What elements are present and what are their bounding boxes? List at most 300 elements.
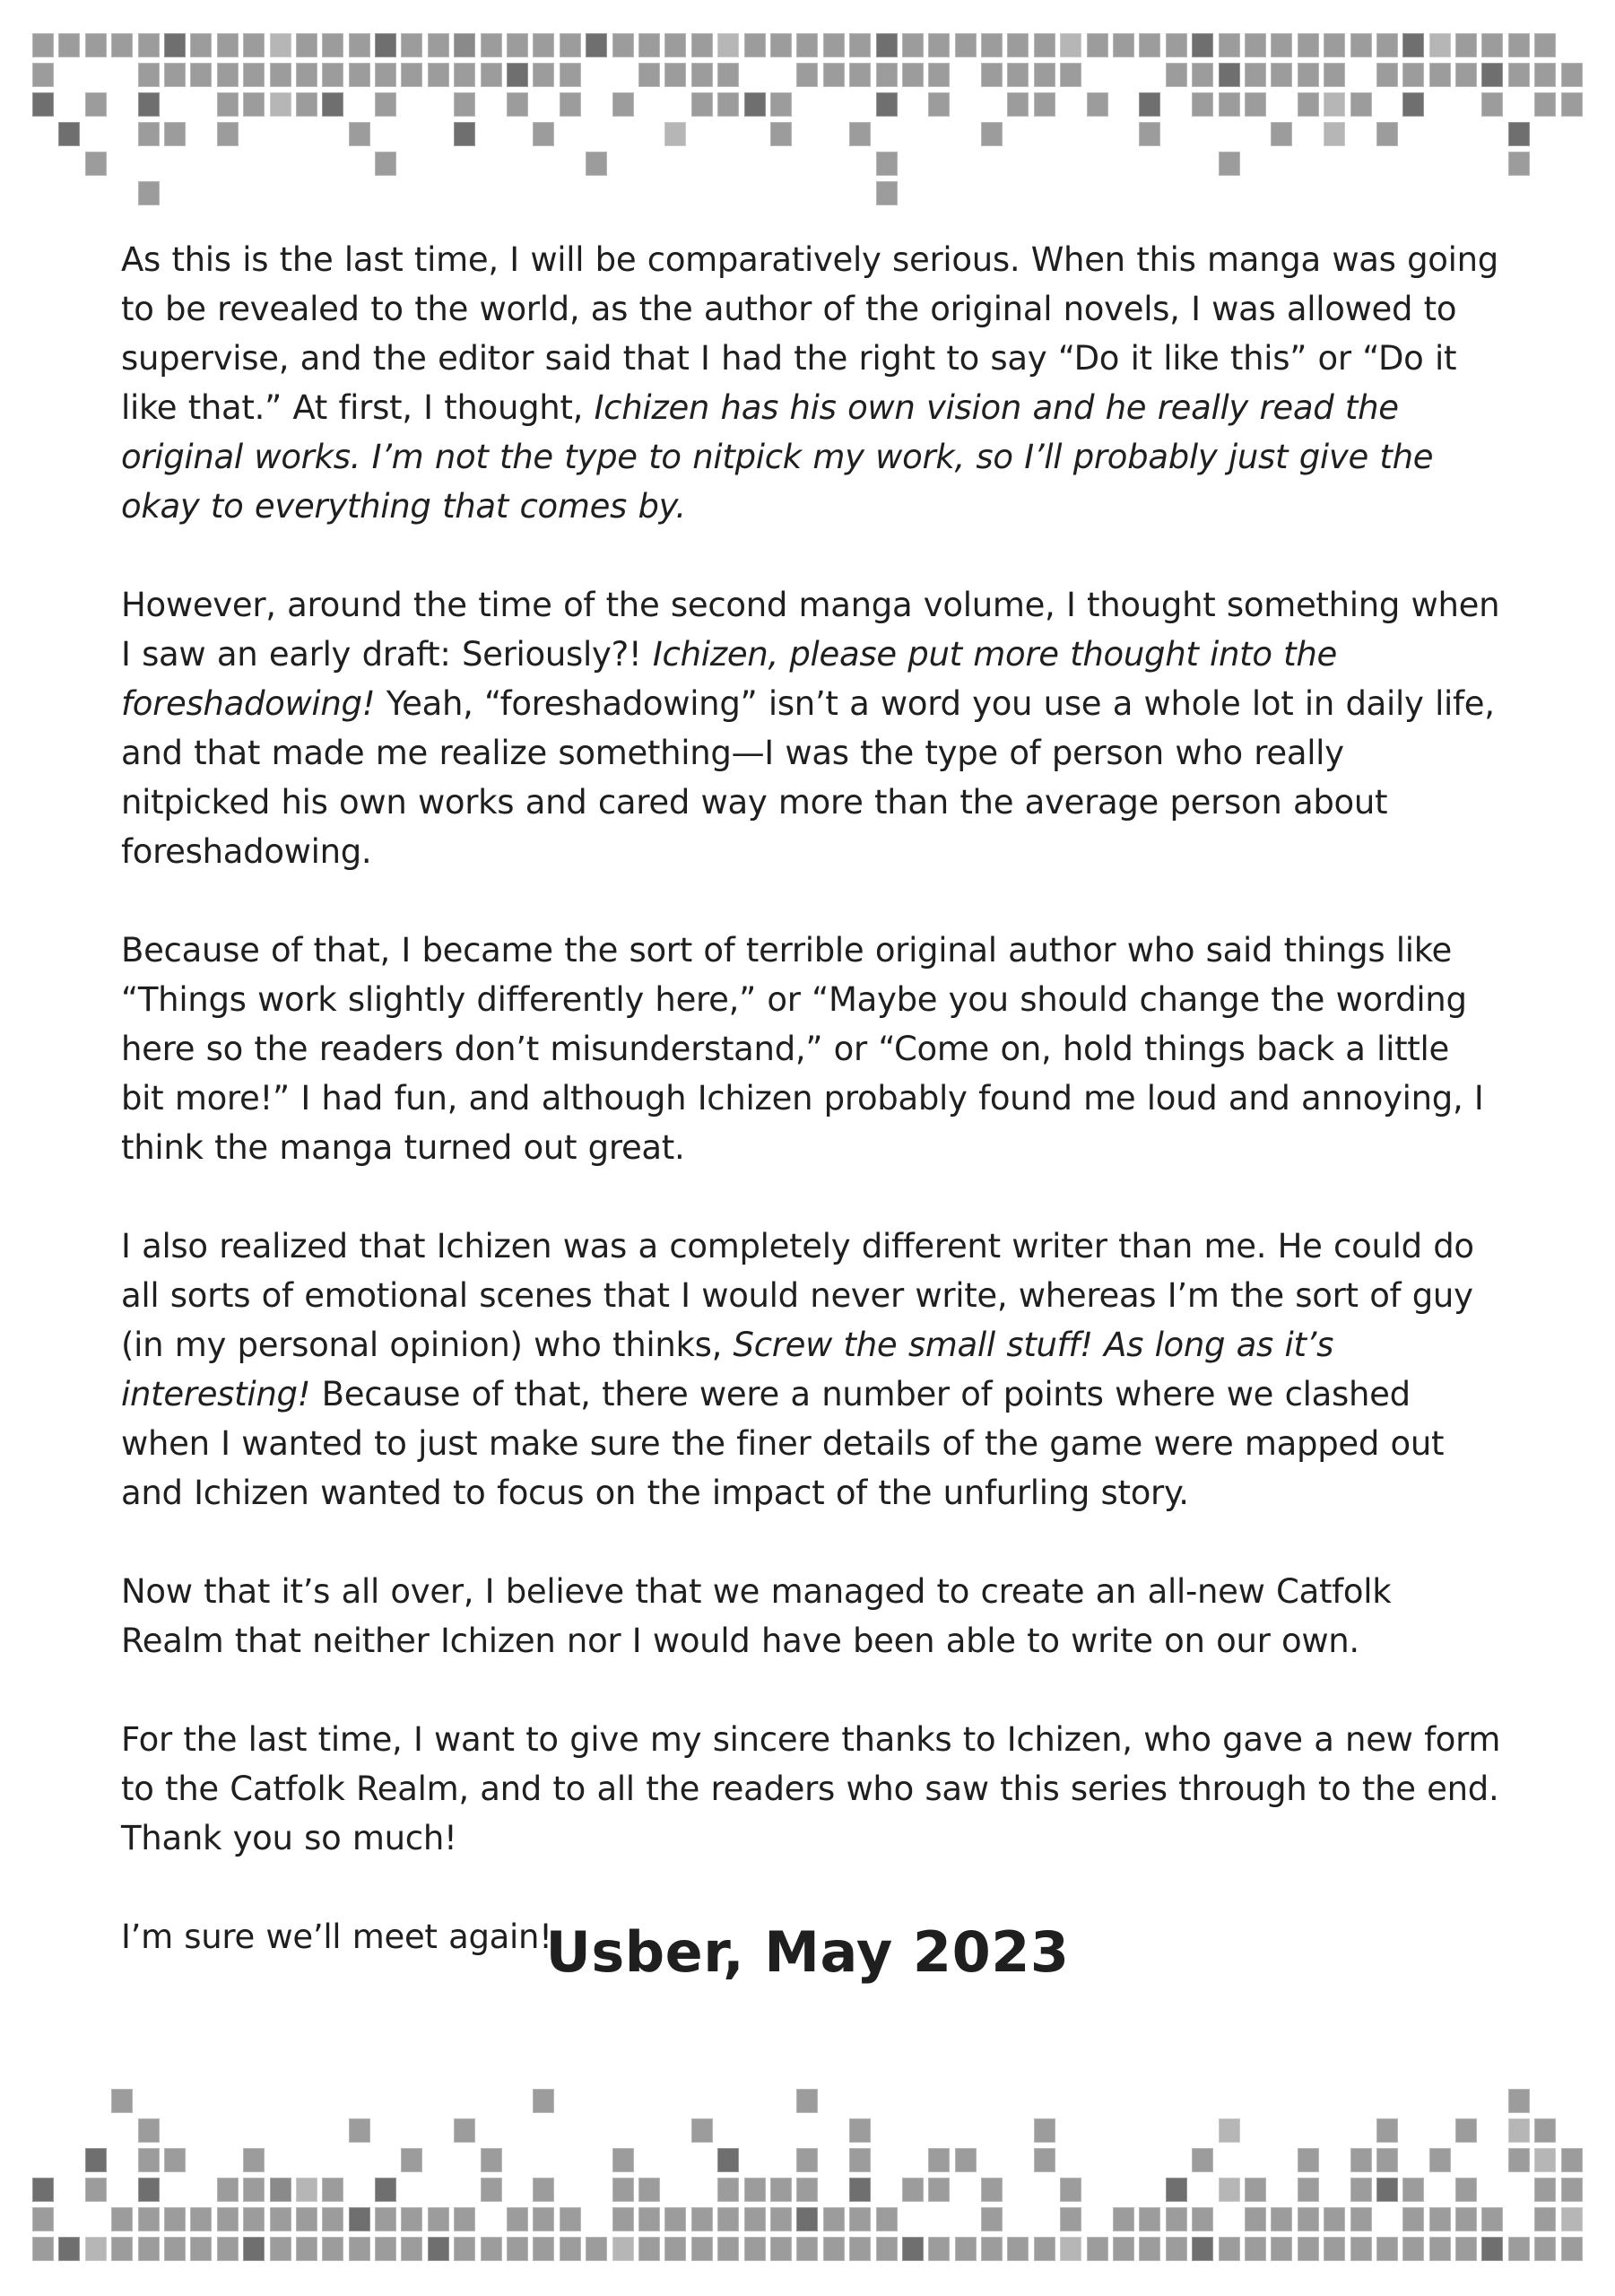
mosaic-cell xyxy=(1113,92,1134,117)
mosaic-cell xyxy=(85,152,107,176)
mosaic-cell xyxy=(586,2089,607,2113)
mosaic-cell xyxy=(1455,2207,1477,2231)
mosaic-row xyxy=(32,2089,1583,2113)
mosaic-cell xyxy=(928,2178,950,2202)
mosaic-cell xyxy=(1271,2148,1292,2172)
mosaic-cell xyxy=(1245,63,1266,87)
mosaic-cell xyxy=(664,181,686,205)
mosaic-cell xyxy=(1561,181,1583,205)
mosaic-cell xyxy=(560,152,581,176)
mosaic-cell xyxy=(1034,122,1055,146)
mosaic-cell xyxy=(849,2207,871,2231)
mosaic-cell xyxy=(1113,122,1134,146)
mosaic-cell xyxy=(1402,92,1424,117)
mosaic-cell xyxy=(560,2178,581,2202)
mosaic-cell xyxy=(1561,2148,1583,2172)
mosaic-cell xyxy=(717,2148,739,2172)
mosaic-cell xyxy=(375,63,396,87)
mosaic-cell xyxy=(823,122,845,146)
mosaic-cell xyxy=(1060,152,1081,176)
mosaic-cell xyxy=(1376,2207,1398,2231)
mosaic-cell xyxy=(296,122,317,146)
mosaic-cell xyxy=(190,2148,212,2172)
paragraph xyxy=(121,235,1502,531)
mosaic-cell xyxy=(1192,63,1213,87)
mosaic-cell xyxy=(85,122,107,146)
mosaic-cell xyxy=(375,2148,396,2172)
text-segment: Because of that, I became the sort of terrible original author who said things like “Things work slightly differently here,” or “Maybe you should change the wording here so the readers don’t misunderstand,” or “Come on, hold things back a little bit more!” I had fun, and although Ichizen probably found me loud and annoying, I think the manga turned out great. xyxy=(121,931,1484,1167)
mosaic-cell xyxy=(1087,2237,1108,2261)
mosaic-cell xyxy=(111,2148,133,2172)
mosaic-cell xyxy=(533,122,554,146)
text-segment: However, around the time of the second manga volume, I thought something when I saw an early draft: Seriously?! xyxy=(121,586,1500,674)
mosaic-cell xyxy=(1455,2178,1477,2202)
mosaic-cell xyxy=(1481,152,1503,176)
mosaic-cell xyxy=(876,33,898,57)
mosaic-cell xyxy=(138,122,160,146)
mosaic-cell xyxy=(1166,33,1187,57)
paragraph xyxy=(121,1567,1502,1665)
mosaic-cell xyxy=(586,2207,607,2231)
mosaic-cell xyxy=(164,92,186,117)
mosaic-cell xyxy=(1139,2178,1160,2202)
mosaic-cell xyxy=(770,92,792,117)
mosaic-cell xyxy=(849,122,871,146)
mosaic-cell xyxy=(454,181,475,205)
mosaic-cell xyxy=(296,2148,317,2172)
mosaic-cell xyxy=(1298,2148,1319,2172)
mosaic-cell xyxy=(1324,92,1345,117)
mosaic-cell xyxy=(1298,33,1319,57)
mosaic-cell xyxy=(823,92,845,117)
mosaic-cell xyxy=(138,2118,160,2143)
mosaic-cell xyxy=(1481,33,1503,57)
mosaic-cell xyxy=(32,152,54,176)
mosaic-cell xyxy=(1087,92,1108,117)
mosaic-cell xyxy=(1350,2237,1372,2261)
mosaic-cell xyxy=(164,2148,186,2172)
mosaic-cell xyxy=(1508,92,1530,117)
mosaic-cell xyxy=(322,181,343,205)
mosaic-cell xyxy=(1534,122,1556,146)
mosaic-cell xyxy=(1561,2237,1583,2261)
mosaic-cell xyxy=(138,92,160,117)
mosaic-cell xyxy=(32,2118,54,2143)
mosaic-cell xyxy=(85,2207,107,2231)
mosaic-cell xyxy=(928,92,950,117)
mosaic-cell xyxy=(664,2089,686,2113)
mosaic-cell xyxy=(428,2089,449,2113)
mosaic-cell xyxy=(1219,92,1240,117)
mosaic-cell xyxy=(270,2237,291,2261)
mosaic-cell xyxy=(691,2089,713,2113)
mosaic-cell xyxy=(1245,92,1266,117)
mosaic-cell xyxy=(322,63,343,87)
mosaic-cell xyxy=(1481,63,1503,87)
mosaic-cell xyxy=(1166,181,1187,205)
mosaic-cell xyxy=(796,2207,818,2231)
mosaic-cell xyxy=(1402,2178,1424,2202)
mosaic-cell xyxy=(928,63,950,87)
mosaic-cell xyxy=(507,2178,528,2202)
mosaic-cell xyxy=(1113,152,1134,176)
mosaic-row xyxy=(32,33,1583,57)
mosaic-cell xyxy=(1007,2178,1029,2202)
mosaic-cell xyxy=(1113,2148,1134,2172)
mosaic-cell xyxy=(1192,2089,1213,2113)
mosaic-cell xyxy=(1350,33,1372,57)
mosaic-cell xyxy=(138,152,160,176)
mosaic-cell xyxy=(481,33,502,57)
mosaic-cell xyxy=(138,63,160,87)
mosaic-cell xyxy=(586,2148,607,2172)
mosaic-cell xyxy=(243,2148,265,2172)
mosaic-cell xyxy=(58,2148,80,2172)
mosaic-cell xyxy=(1034,2178,1055,2202)
mosaic-cell xyxy=(164,2118,186,2143)
mosaic-cell xyxy=(1087,152,1108,176)
mosaic-cell xyxy=(243,2237,265,2261)
mosaic-cell xyxy=(744,2178,766,2202)
mosaic-cell xyxy=(58,122,80,146)
mosaic-cell xyxy=(32,122,54,146)
mosaic-cell xyxy=(560,63,581,87)
mosaic-cell xyxy=(1087,2089,1108,2113)
mosaic-cell xyxy=(1508,33,1530,57)
mosaic-cell xyxy=(876,122,898,146)
mosaic-cell xyxy=(111,2207,133,2231)
mosaic-cell xyxy=(190,63,212,87)
mosaic-cell xyxy=(1166,2118,1187,2143)
mosaic-cell xyxy=(1298,63,1319,87)
mosaic-cell xyxy=(955,122,977,146)
mosaic-cell xyxy=(691,92,713,117)
mosaic-cell xyxy=(902,2237,924,2261)
mosaic-cell xyxy=(190,33,212,57)
mosaic-cell xyxy=(586,2118,607,2143)
mosaic-cell xyxy=(401,2207,422,2231)
mosaic-cell xyxy=(1324,63,1345,87)
mosaic-cell xyxy=(1087,2178,1108,2202)
mosaic-cell xyxy=(296,152,317,176)
mosaic-cell xyxy=(744,152,766,176)
mosaic-cell xyxy=(902,63,924,87)
mosaic-cell xyxy=(164,2089,186,2113)
mosaic-cell xyxy=(1271,2118,1292,2143)
mosaic-cell xyxy=(691,2118,713,2143)
mosaic-cell xyxy=(1034,63,1055,87)
mosaic-cell xyxy=(1402,33,1424,57)
mosaic-cell xyxy=(664,152,686,176)
mosaic-cell xyxy=(1219,33,1240,57)
mosaic-cell xyxy=(349,2118,370,2143)
mosaic-cell xyxy=(664,63,686,87)
mosaic-cell xyxy=(612,63,634,87)
mosaic-row xyxy=(32,2118,1583,2143)
mosaic-cell xyxy=(849,63,871,87)
mosaic-cell xyxy=(533,2089,554,2113)
mosaic-cell xyxy=(1350,181,1372,205)
mosaic-cell xyxy=(1087,33,1108,57)
mosaic-cell xyxy=(270,63,291,87)
mosaic-cell xyxy=(1192,92,1213,117)
mosaic-cell xyxy=(111,2118,133,2143)
mosaic-cell xyxy=(849,2118,871,2143)
mosaic-cell xyxy=(349,2237,370,2261)
mosaic-cell xyxy=(796,2089,818,2113)
mosaic-cell xyxy=(664,122,686,146)
mosaic-cell xyxy=(507,2089,528,2113)
mosaic-cell xyxy=(507,2237,528,2261)
mosaic-cell xyxy=(586,181,607,205)
mosaic-cell xyxy=(32,2089,54,2113)
mosaic-cell xyxy=(796,152,818,176)
mosaic-cell xyxy=(349,92,370,117)
mosaic-cell xyxy=(164,33,186,57)
mosaic-cell xyxy=(664,92,686,117)
mosaic-cell xyxy=(586,63,607,87)
mosaic-cell xyxy=(1087,2148,1108,2172)
mosaic-cell xyxy=(796,2148,818,2172)
mosaic-cell xyxy=(1007,181,1029,205)
mosaic-cell xyxy=(454,2237,475,2261)
mosaic-cell xyxy=(1534,33,1556,57)
mosaic-cell xyxy=(1455,92,1477,117)
mosaic-cell xyxy=(1087,63,1108,87)
text-segment-italic: Ichizen, please put more thought into the foreshadowing! xyxy=(121,635,1337,723)
mosaic-cell xyxy=(217,2148,239,2172)
mosaic-cell xyxy=(1402,181,1424,205)
mosaic-cell xyxy=(1271,122,1292,146)
mosaic-cell xyxy=(1060,2178,1081,2202)
mosaic-cell xyxy=(1245,2118,1266,2143)
mosaic-cell xyxy=(1534,2118,1556,2143)
mosaic-cell xyxy=(1376,63,1398,87)
mosaic-cell xyxy=(823,2178,845,2202)
mosaic-cell xyxy=(1192,2118,1213,2143)
mosaic-cell xyxy=(401,122,422,146)
mosaic-cell xyxy=(717,152,739,176)
mosaic-cell xyxy=(1166,2148,1187,2172)
mosaic-cell xyxy=(85,2118,107,2143)
mosaic-cell xyxy=(638,2148,660,2172)
mosaic-cell xyxy=(296,33,317,57)
mosaic-cell xyxy=(428,2178,449,2202)
mosaic-cell xyxy=(1034,92,1055,117)
mosaic-cell xyxy=(111,152,133,176)
mosaic-cell xyxy=(454,63,475,87)
mosaic-cell xyxy=(190,152,212,176)
mosaic-cell xyxy=(823,2148,845,2172)
mosaic-cell xyxy=(401,152,422,176)
mosaic-cell xyxy=(717,2178,739,2202)
mosaic-cell xyxy=(955,2118,977,2143)
mosaic-cell xyxy=(1350,2089,1372,2113)
mosaic-cell xyxy=(691,33,713,57)
mosaic-cell xyxy=(1534,92,1556,117)
mosaic-cell xyxy=(1481,122,1503,146)
decorative-mosaic-bottom xyxy=(32,2089,1583,2261)
mosaic-cell xyxy=(902,2089,924,2113)
mosaic-cell xyxy=(270,2207,291,2231)
mosaic-cell xyxy=(58,33,80,57)
mosaic-cell xyxy=(902,2178,924,2202)
mosaic-cell xyxy=(902,2207,924,2231)
mosaic-cell xyxy=(1376,2148,1398,2172)
mosaic-cell xyxy=(560,33,581,57)
mosaic-cell xyxy=(1429,92,1451,117)
mosaic-cell xyxy=(1245,2148,1266,2172)
mosaic-cell xyxy=(1324,2148,1345,2172)
mosaic-cell xyxy=(1007,2118,1029,2143)
mosaic-row xyxy=(32,2207,1583,2231)
mosaic-cell xyxy=(955,181,977,205)
mosaic-cell xyxy=(849,2089,871,2113)
mosaic-cell xyxy=(1271,2237,1292,2261)
mosaic-cell xyxy=(1245,122,1266,146)
mosaic-cell xyxy=(1192,2178,1213,2202)
mosaic-cell xyxy=(1561,2178,1583,2202)
mosaic-cell xyxy=(1245,2237,1266,2261)
mosaic-cell xyxy=(849,2148,871,2172)
mosaic-cell xyxy=(1060,2207,1081,2231)
mosaic-cell xyxy=(638,152,660,176)
mosaic-cell xyxy=(1561,2207,1583,2231)
mosaic-cell xyxy=(876,63,898,87)
text-segment: I also realized that Ichizen was a completely different writer than me. He could do all sorts of emotional scenes that I would never write, whereas I’m the sort of guy (in my personal opinion) who thinks, xyxy=(121,1227,1474,1364)
mosaic-cell xyxy=(507,2148,528,2172)
mosaic-cell xyxy=(296,2237,317,2261)
mosaic-cell xyxy=(717,2237,739,2261)
mosaic-cell xyxy=(1271,92,1292,117)
mosaic-cell xyxy=(1007,92,1029,117)
mosaic-cell xyxy=(481,2178,502,2202)
mosaic-cell xyxy=(481,2237,502,2261)
mosaic-cell xyxy=(428,181,449,205)
mosaic-cell xyxy=(638,2089,660,2113)
mosaic-cell xyxy=(375,33,396,57)
mosaic-cell xyxy=(1324,2237,1345,2261)
mosaic-cell xyxy=(1481,2148,1503,2172)
mosaic-cell xyxy=(1007,122,1029,146)
mosaic-cell xyxy=(1219,122,1240,146)
mosaic-cell xyxy=(375,122,396,146)
mosaic-cell xyxy=(876,2178,898,2202)
mosaic-cell xyxy=(1429,181,1451,205)
mosaic-cell xyxy=(796,63,818,87)
mosaic-cell xyxy=(1429,2089,1451,2113)
mosaic-cell xyxy=(1455,2237,1477,2261)
mosaic-cell xyxy=(1534,2207,1556,2231)
mosaic-cell xyxy=(217,2118,239,2143)
mosaic-cell xyxy=(770,2207,792,2231)
mosaic-cell xyxy=(1087,181,1108,205)
mosaic-cell xyxy=(217,2178,239,2202)
mosaic-cell xyxy=(401,2237,422,2261)
mosaic-cell xyxy=(691,2207,713,2231)
mosaic-cell xyxy=(217,63,239,87)
mosaic-cell xyxy=(1534,181,1556,205)
mosaic-cell xyxy=(981,2089,1003,2113)
mosaic-cell xyxy=(401,2148,422,2172)
mosaic-cell xyxy=(1376,2089,1398,2113)
paragraph xyxy=(121,926,1502,1172)
mosaic-cell xyxy=(586,2237,607,2261)
mosaic-cell xyxy=(981,63,1003,87)
mosaic-cell xyxy=(1034,2089,1055,2113)
mosaic-cell xyxy=(876,92,898,117)
mosaic-cell xyxy=(744,92,766,117)
mosaic-cell xyxy=(717,33,739,57)
mosaic-cell xyxy=(638,63,660,87)
mosaic-cell xyxy=(612,92,634,117)
mosaic-cell xyxy=(955,2237,977,2261)
mosaic-cell xyxy=(1034,2118,1055,2143)
mosaic-cell xyxy=(823,33,845,57)
mosaic-cell xyxy=(1271,152,1292,176)
mosaic-row xyxy=(32,63,1583,87)
mosaic-cell xyxy=(454,152,475,176)
mosaic-cell xyxy=(1350,2207,1372,2231)
mosaic-cell xyxy=(1034,2148,1055,2172)
mosaic-cell xyxy=(243,2178,265,2202)
text-segment: Now that it’s all over, I believe that we managed to create an all-new Catfolk Realm that neither Ichizen nor I would have been able to write on our own. xyxy=(121,1572,1392,1660)
mosaic-cell xyxy=(560,2237,581,2261)
mosaic-cell xyxy=(1298,2207,1319,2231)
mosaic-cell xyxy=(1113,33,1134,57)
mosaic-cell xyxy=(1113,2178,1134,2202)
mosaic-cell xyxy=(1192,2237,1213,2261)
mosaic-cell xyxy=(1481,2118,1503,2143)
mosaic-cell xyxy=(1219,2207,1240,2231)
mosaic-cell xyxy=(1007,2207,1029,2231)
mosaic-cell xyxy=(1298,2118,1319,2143)
mosaic-cell xyxy=(691,2237,713,2261)
mosaic-cell xyxy=(638,33,660,57)
mosaic-cell xyxy=(876,152,898,176)
mosaic-cell xyxy=(270,33,291,57)
mosaic-cell xyxy=(902,122,924,146)
mosaic-cell xyxy=(928,2207,950,2231)
mosaic-cell xyxy=(454,2148,475,2172)
mosaic-cell xyxy=(1271,63,1292,87)
mosaic-cell xyxy=(638,2237,660,2261)
mosaic-cell xyxy=(270,181,291,205)
mosaic-cell xyxy=(111,2178,133,2202)
mosaic-cell xyxy=(243,92,265,117)
mosaic-cell xyxy=(717,63,739,87)
mosaic-cell xyxy=(1534,2178,1556,2202)
mosaic-cell xyxy=(32,92,54,117)
mosaic-cell xyxy=(1298,152,1319,176)
mosaic-cell xyxy=(1455,63,1477,87)
mosaic-cell xyxy=(349,2207,370,2231)
mosaic-cell xyxy=(111,92,133,117)
mosaic-cell xyxy=(1298,2178,1319,2202)
mosaic-cell xyxy=(1298,181,1319,205)
mosaic-cell xyxy=(717,122,739,146)
mosaic-cell xyxy=(717,92,739,117)
mosaic-cell xyxy=(560,2207,581,2231)
mosaic-cell xyxy=(691,152,713,176)
mosaic-cell xyxy=(1271,2178,1292,2202)
mosaic-cell xyxy=(1139,63,1160,87)
mosaic-cell xyxy=(1376,2118,1398,2143)
mosaic-cell xyxy=(243,33,265,57)
mosaic-cell xyxy=(1139,92,1160,117)
mosaic-cell xyxy=(1350,2178,1372,2202)
mosaic-cell xyxy=(270,2148,291,2172)
